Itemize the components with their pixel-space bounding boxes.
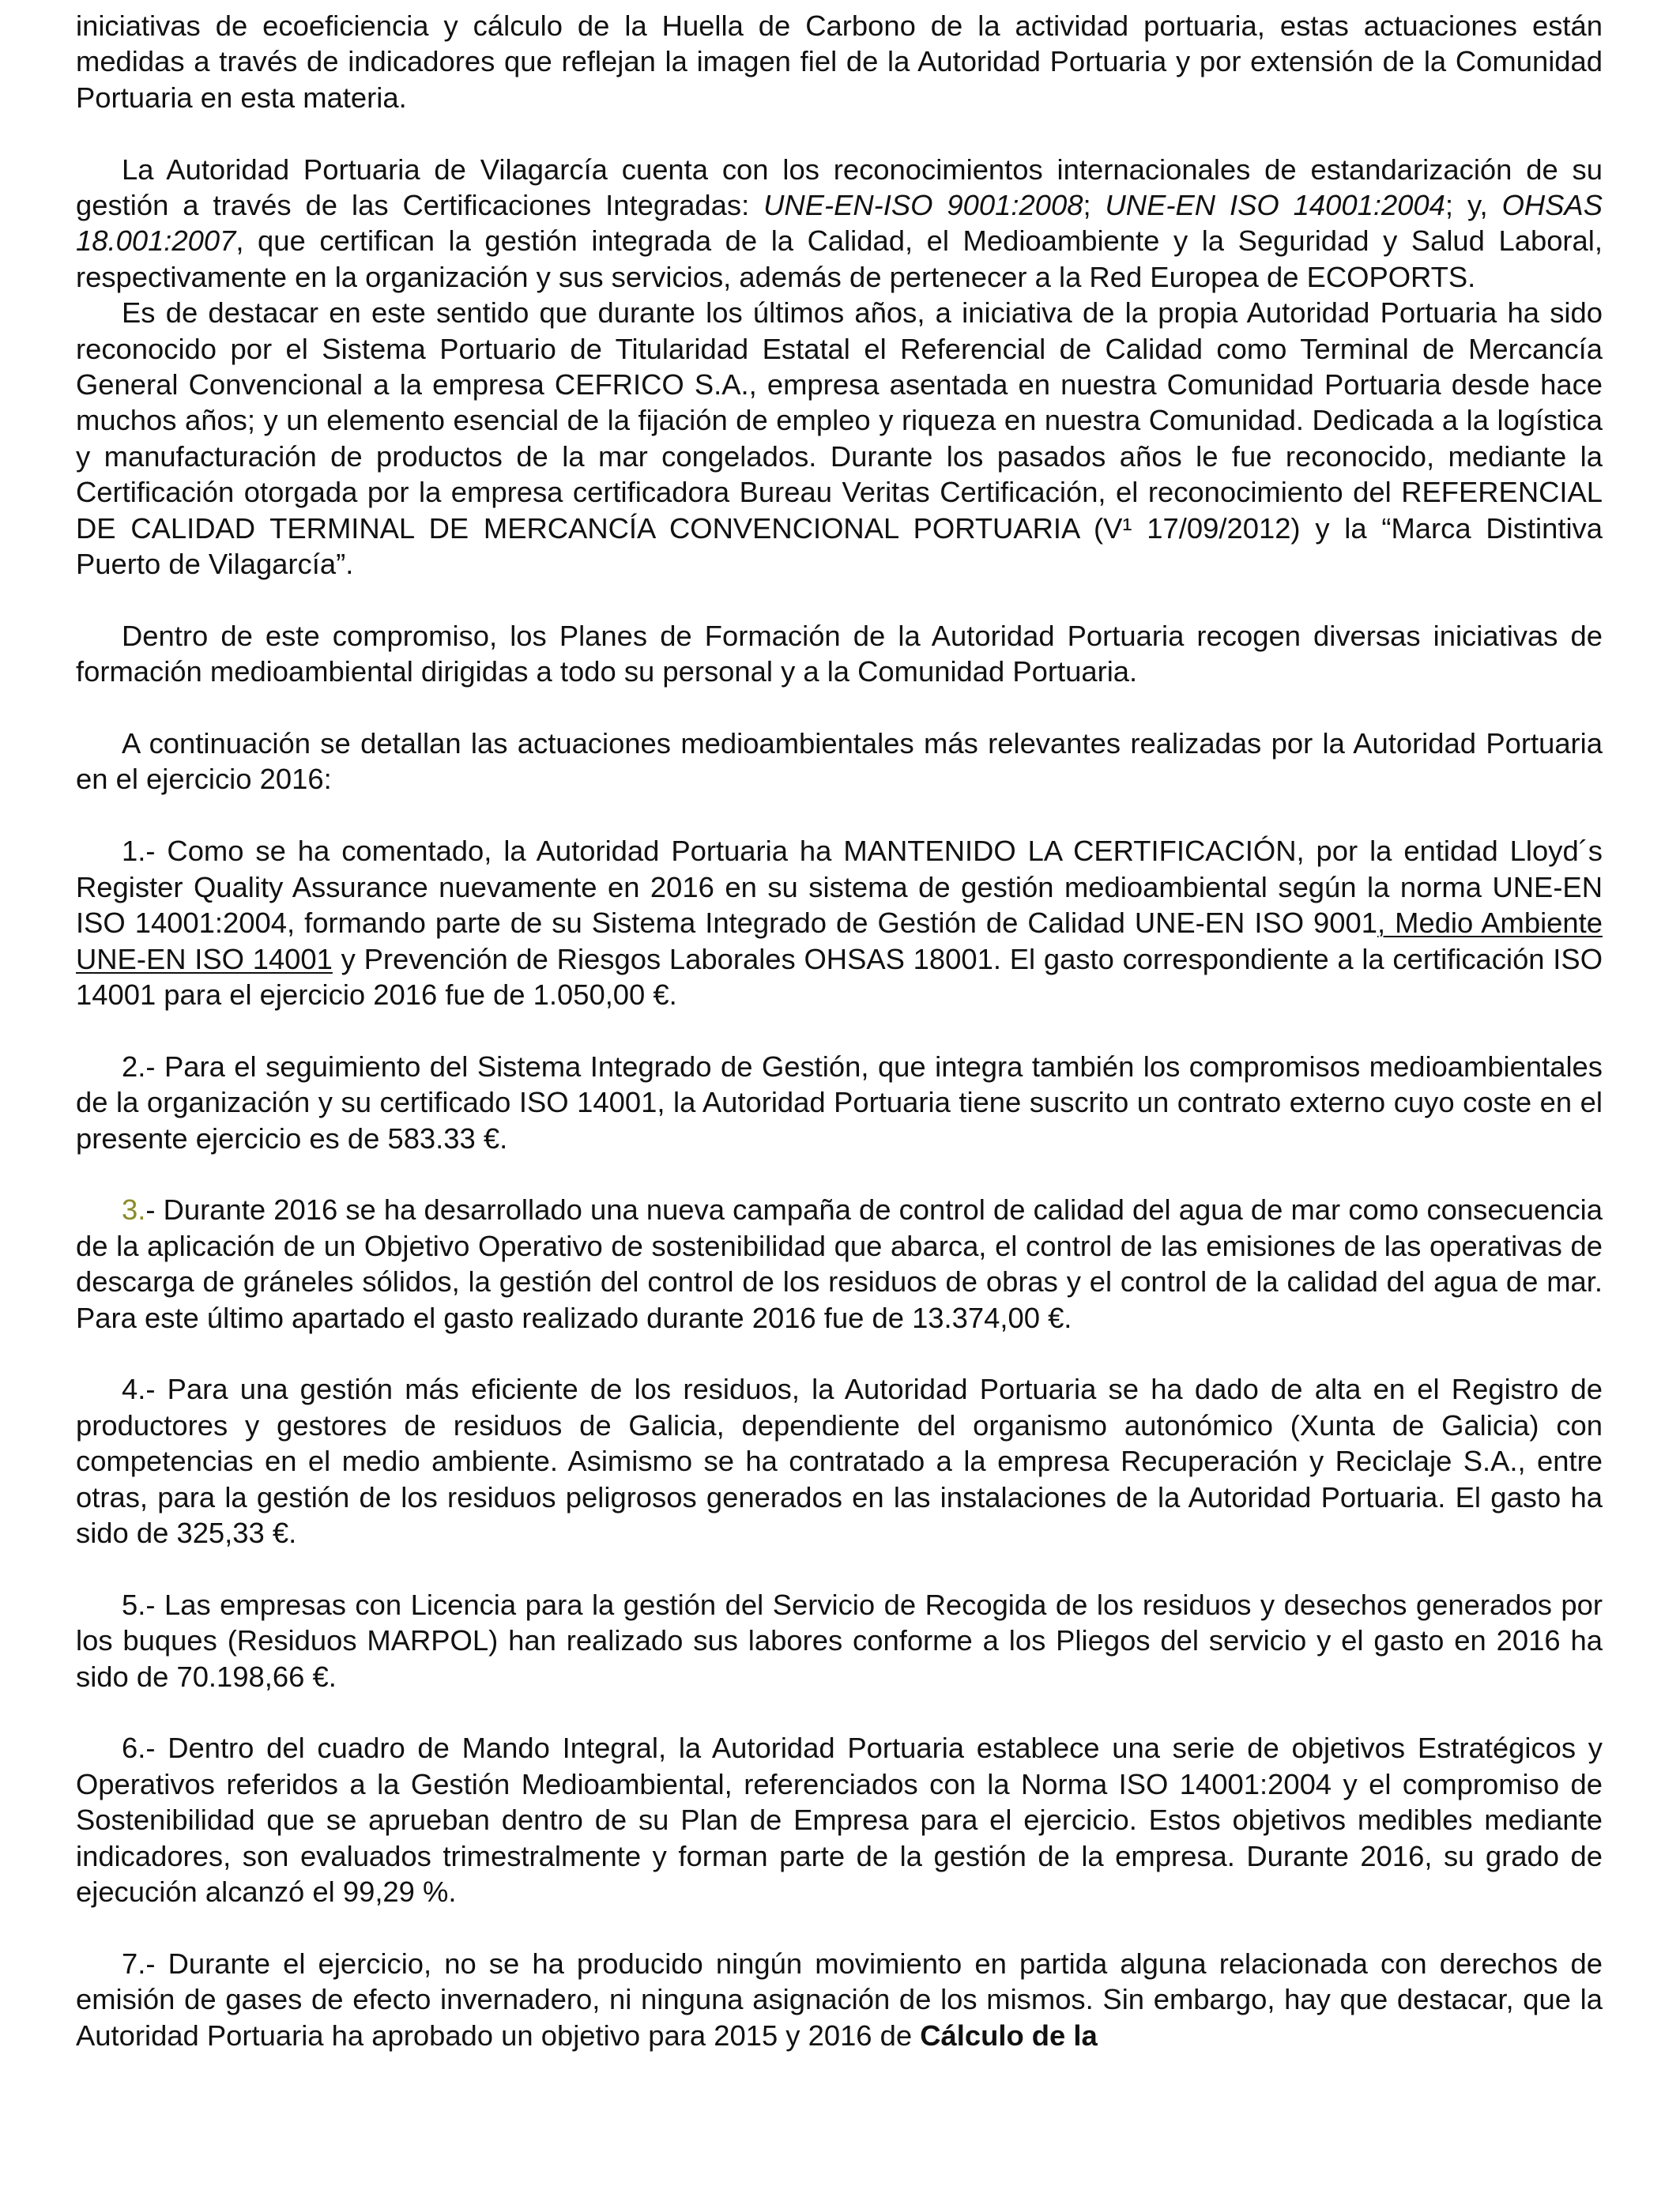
paragraph-ecoeficiencia [76, 8, 1603, 115]
list-item-6 [76, 1730, 1603, 1909]
paragraph-cefrico [76, 295, 1603, 582]
paragraph-text: Dentro de este compromiso, los Planes de Formación de la Autoridad Portuaria recogen diversas iniciativas de formación medioambiental dirigidas a todo su personal y a la Comunidad Portuaria. [76, 619, 1603, 688]
list-item-7 [76, 1946, 1603, 2053]
paragraph-text: iniciativas de ecoeficiencia y cálculo de la Huella de Carbono de la actividad portuaria, estas actuaciones están medidas a través de indicadores que reflejan la imagen fiel de la Autoridad Portuaria y por extensión de la Comunidad Portuaria en esta materia. [76, 9, 1603, 114]
separator-text: ; y, [1445, 189, 1502, 222]
paragraph-text: La Autoridad Portuaria de Vilagarcía cuenta con los reconocimientos internacionales de estandarización de su gestión a través de las Certificaciones Integradas: [76, 153, 1603, 222]
list-item-5 [76, 1587, 1603, 1695]
item-text: y Prevención de Riesgos Laborales OHSAS 18001. El gasto correspondiente a la certificación ISO 14001 para el ejercicio 2016 fue de 1.050,00 €. [76, 942, 1603, 1011]
separator-text: ; [1083, 189, 1106, 222]
underlined-text: , Medio Ambiente UNE-EN ISO 14001 [76, 907, 1603, 975]
item-number: 3. [122, 1193, 146, 1227]
iso-14001-reference: UNE-EN ISO 14001:2004 [1105, 189, 1445, 222]
item-text: 6.- Dentro del cuadro de Mando Integral, la Autoridad Portuaria establece una serie de objetivos Estratégicos y Operativos referidos a la Gestión Medioambiental, referenciados con la Norma ISO 14001:2004 y el compromiso de Sostenibilidad que se aprueban dentro de su Plan de Empresa para el ejercicio. Estos objetivos medibles mediante indicadores, son evaluados trimestralmente y forman parte de la gestión de la empresa. Durante 2016, su grado de ejecución alcanzó el 99,29 %. [76, 1732, 1603, 1908]
bold-text: Cálculo de la [920, 2019, 1098, 2052]
document-page [76, 8, 1603, 2053]
item-text: 7.- Durante el ejercicio, no se ha producido ningún movimiento en partida alguna relacionada con derechos de emisión de gases de efecto invernadero, ni ninguna asignación de los mismos. Sin embargo, hay que destacar, que la Autoridad Portuaria ha aprobado un objetivo para 2015 y 2016 de [76, 1947, 1603, 2052]
item-text: 2.- Para el seguimiento del Sistema Integrado de Gestión, que integra también los compromisos medioambientales de la organización y su certificado ISO 14001, la Autoridad Portuaria tiene suscrito un contrato externo cuyo coste en el presente ejercicio es de 583.33 €. [76, 1050, 1603, 1155]
item-text: 1.- Como se ha comentado, la Autoridad Portuaria ha MANTENIDO LA CERTIFICACIÓN, por la entidad Lloyd´s Register Quality Assurance nuevamente en 2016 en su sistema de gestión medioambiental según la norma UNE-EN ISO 14001:2004, formando parte de su Sistema Integrado de Gestión de Calidad UNE-EN ISO 9001 [76, 835, 1603, 940]
item-text: 4.- Para una gestión más eficiente de los residuos, la Autoridad Portuaria se ha dado de alta en el Registro de productores y gestores de residuos de Galicia, dependiente del organismo autonómico (Xunta de Galicia) con competencias en el medio ambiente. Asimismo se ha contratado a la empresa Recuperación y Reciclaje S.A., entre otras, para la gestión de los residuos peligrosos generados en las instalaciones de la Autoridad Portuaria. El gasto ha sido de 325,33 €. [76, 1373, 1603, 1549]
paragraph-formacion [76, 618, 1603, 690]
paragraph-text: Es de destacar en este sentido que durante los últimos años, a iniciativa de la propia Autoridad Portuaria ha sido reconocido por el Sistema Portuario de Titularidad Estatal el Referencial de Calidad como Terminal de Mercancía General Convencional a la empresa CEFRICO S.A., empresa asentada en nuestra Comunidad Portuaria desde hace muchos años; y un elemento esencial de la fijación de empleo y riqueza en nuestra Comunidad. Dedicada a la logística y manufacturación de productos de la mar congelados. Durante los pasados años le fue reconocido, mediante la Certificación otorgada por la empresa certificadora Bureau Veritas Certificación, el reconocimiento del REFERENCIAL DE CALIDAD TERMINAL DE MERCANCÍA CONVENCIONAL PORTUARIA (V¹ 17/09/2012) y la “Marca Distintiva Puerto de Vilagarcía”. [76, 296, 1603, 581]
ohsas-reference: OHSAS 18.001:2007 [76, 189, 1603, 258]
paragraph-text: A continuación se detallan las actuaciones medioambientales más relevantes realizadas por la Autoridad Portuaria en el ejercicio 2016: [76, 727, 1603, 796]
paragraph-actuaciones-intro [76, 726, 1603, 797]
list-item-3 [76, 1192, 1603, 1336]
paragraph-text: , que certifican la gestión integrada de la Calidad, el Medioambiente y la Seguridad y Salud Laboral, respectivamente en la organización y sus servicios, además de pertenecer a la Red Europea de ECOPORTS. [76, 224, 1603, 293]
list-item-1 [76, 833, 1603, 1012]
list-item-4 [76, 1371, 1603, 1551]
paragraph-certificaciones [76, 152, 1603, 296]
iso-9001-reference: UNE-EN-ISO 9001:2008 [763, 189, 1083, 222]
item-text: - Durante 2016 se ha desarrollado una nueva campaña de control de calidad del agua de mar como consecuencia de la aplicación de un Objetivo Operativo de sostenibilidad que abarca, el control de las emisiones de las operativas de descarga de gráneles sólidos, la gestión del control de los residuos de obras y el control de la calidad del agua de mar. Para este último apartado el gasto realizado durante 2016 fue de 13.374,00 €. [76, 1193, 1603, 1334]
item-text: 5.- Las empresas con Licencia para la gestión del Servicio de Recogida de los residuos y desechos generados por los buques (Residuos MARPOL) han realizado sus labores conforme a los Pliegos del servicio y el gasto en 2016 ha sido de 70.198,66 €. [76, 1588, 1603, 1693]
list-item-2 [76, 1049, 1603, 1156]
